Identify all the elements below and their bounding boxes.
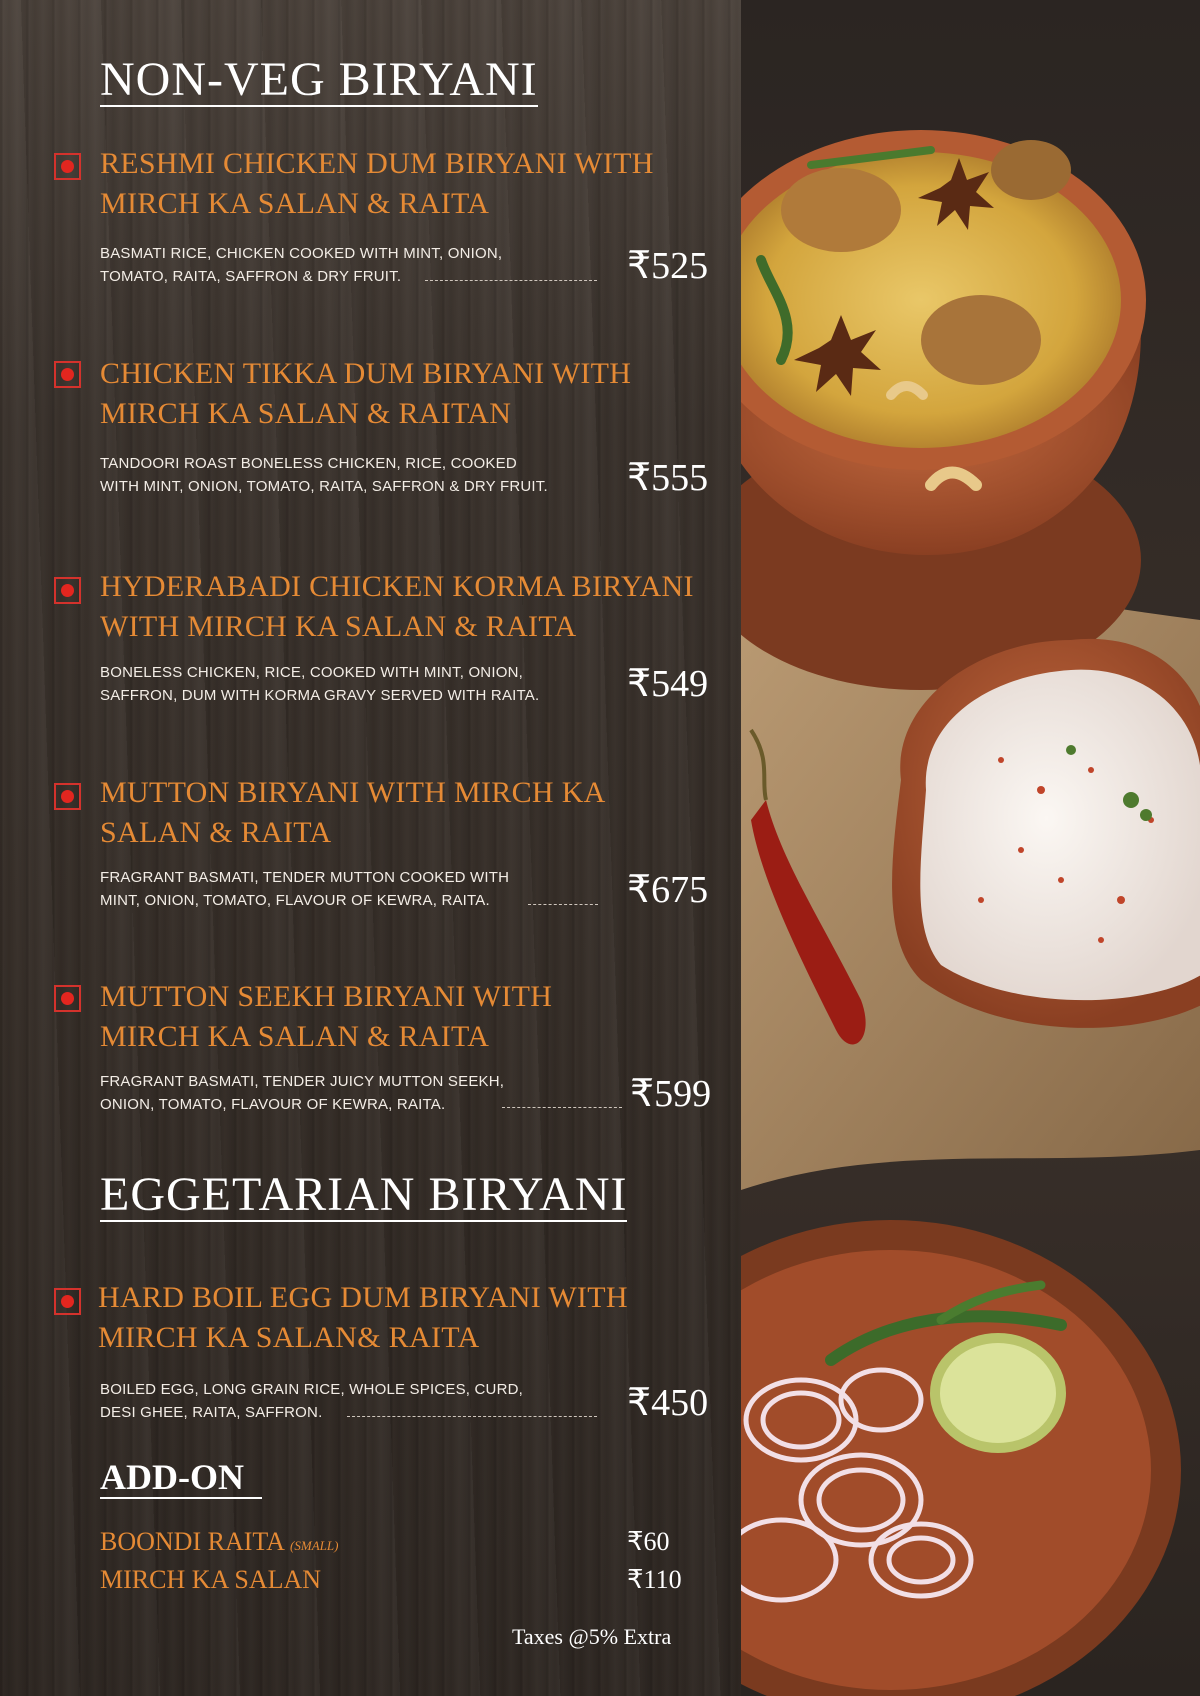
item-price: ₹555 <box>627 457 709 499</box>
item-name <box>100 773 700 853</box>
item-description: BONELESS CHICKEN, RICE, COOKED WITH MINT, ONION, SAFFRON, DUM WITH KORMA GRAVY SERVED WITH RAITA. <box>100 664 540 704</box>
non-veg-icon <box>54 1288 81 1315</box>
item-name-line: SALAN & RAITA <box>100 816 332 849</box>
item-name-line: MIRCH KA SALAN & RAITA <box>100 187 490 220</box>
addon-label: BOONDI RAITA <box>100 1527 284 1556</box>
food-illustration <box>741 0 1200 1696</box>
taxes-note: Taxes @5% Extra <box>512 1624 672 1649</box>
addon-size-note: (SMALL) <box>290 1538 339 1553</box>
item-name-line: MUTTON SEEKH BIRYANI WITH <box>100 980 553 1013</box>
food-photo <box>741 0 1200 1696</box>
onion-plate-image <box>741 1220 1181 1696</box>
item-price: ₹525 <box>627 245 709 287</box>
addon-price: ₹110 <box>627 1565 682 1594</box>
addon-section-title: ADD-ON <box>100 1459 262 1499</box>
item-description: BOILED EGG, LONG GRAIN RICE, WHOLE SPICES, CURD, DESI GHEE, RAITA, SAFFRON. <box>100 1381 524 1421</box>
nonveg-section-title: NON-VEG BIRYANI <box>100 53 538 106</box>
non-veg-icon <box>54 783 81 810</box>
item-name <box>100 144 700 224</box>
non-veg-icon <box>54 153 81 180</box>
addon-price: ₹60 <box>627 1527 670 1556</box>
item-price: ₹675 <box>627 869 709 911</box>
addon-name <box>100 1565 321 1595</box>
item-name-line: MIRCH KA SALAN & RAITA <box>100 1020 490 1053</box>
item-name-line: HYDERABADI CHICKEN KORMA BIRYANI <box>100 570 694 603</box>
item-name-line: WITH MIRCH KA SALAN & RAITA <box>100 610 577 643</box>
item-name <box>100 567 700 647</box>
dotted-leader <box>528 904 598 905</box>
dotted-leader <box>425 280 597 281</box>
item-price: ₹549 <box>627 663 709 705</box>
item-name-line: MIRCH KA SALAN & RAITAN <box>100 397 512 430</box>
item-description: TANDOORI ROAST BONELESS CHICKEN, RICE, COOKED WITH MINT, ONION, TOMATO, RAITA, SAFFRON & DRY FRUIT. <box>100 455 548 495</box>
item-description: FRAGRANT BASMATI, TENDER JUICY MUTTON SEEKH, ONION, TOMATO, FLAVOUR OF KEWRA, RAITA. <box>100 1073 505 1113</box>
item-price: ₹599 <box>630 1073 712 1115</box>
non-veg-icon <box>54 361 81 388</box>
item-description: BASMATI RICE, CHICKEN COOKED WITH MINT, ONION, TOMATO, RAITA, SAFFRON & DRY FRUIT. <box>100 245 503 285</box>
item-name-line: CHICKEN TIKKA DUM BIRYANI WITH <box>100 357 632 390</box>
item-price: ₹450 <box>627 1382 709 1424</box>
raita-bowl-image <box>892 639 1200 1028</box>
dotted-leader <box>347 1416 597 1417</box>
item-name <box>100 977 700 1057</box>
item-name <box>100 354 700 434</box>
item-description: FRAGRANT BASMATI, TENDER MUTTON COOKED WITH MINT, ONION, TOMATO, FLAVOUR OF KEWRA, RAITA. <box>100 869 510 909</box>
biryani-pot-image <box>741 130 1146 690</box>
non-veg-icon <box>54 985 81 1012</box>
non-veg-icon <box>54 577 81 604</box>
egg-section-title: EGGETARIAN BIRYANI <box>100 1168 628 1221</box>
item-name <box>98 1278 698 1358</box>
dotted-leader <box>502 1107 622 1108</box>
item-name-line: HARD BOIL EGG DUM BIRYANI WITH <box>98 1281 628 1314</box>
item-name-line: MIRCH KA SALAN& RAITA <box>98 1321 480 1354</box>
addon-label: MIRCH KA SALAN <box>100 1565 322 1594</box>
item-name-line: MUTTON BIRYANI WITH MIRCH KA <box>100 776 606 809</box>
addon-name <box>100 1527 338 1557</box>
item-name-line: RESHMI CHICKEN DUM BIRYANI WITH <box>100 147 654 180</box>
